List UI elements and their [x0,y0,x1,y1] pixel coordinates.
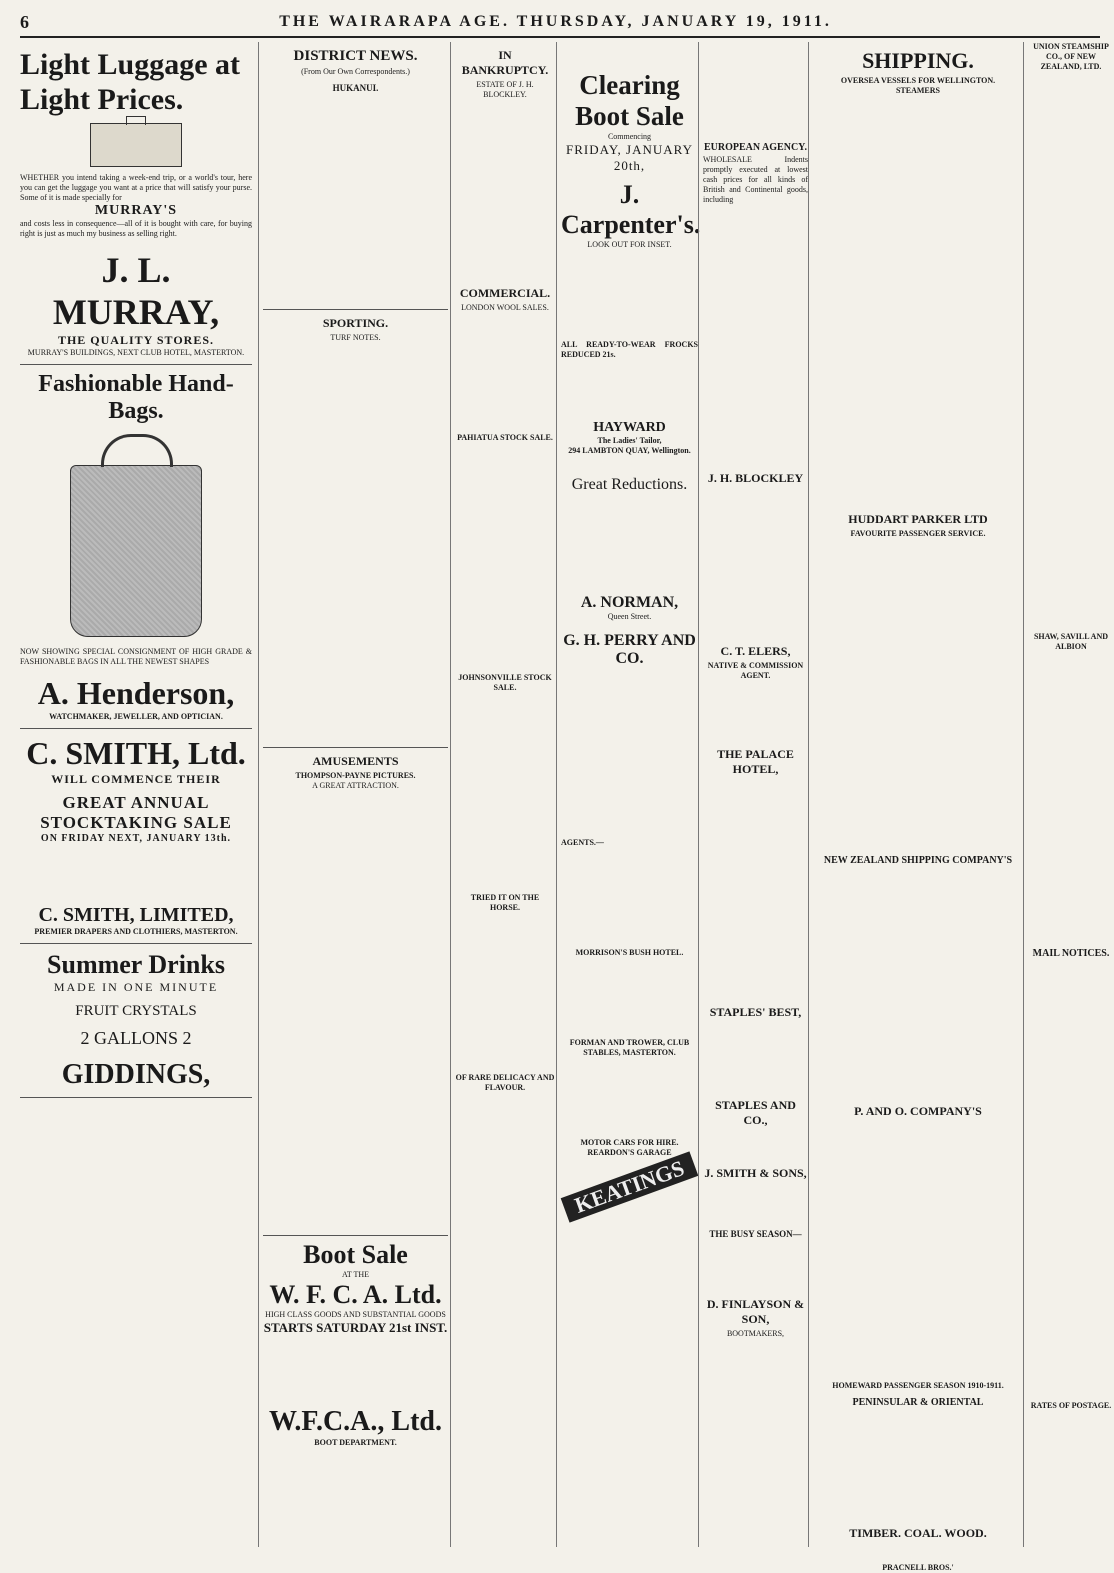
column-1 [20,42,252,1547]
smith-date: ON FRIDAY NEXT, JANUARY 13th. [40,833,232,844]
masthead [20,8,1100,38]
henderson-subtitle: WATCHMAKER, JEWELLER, AND OPTICIAN. [49,712,223,721]
european-agency: EUROPEAN AGENCY. [704,142,807,153]
attraction-heading: A GREAT ATTRACTION. [312,781,399,790]
timber-heading: TIMBER. COAL. WOOD. [849,1526,987,1540]
column-4 [556,42,701,1547]
column-2 [258,42,448,1547]
column-3 [450,42,555,1547]
carpenter-name: J. Carpenter's. [561,180,701,239]
thompson-heading: THOMPSON-PAYNE PICTURES. [295,771,416,780]
hukanui-heading: HUKANUI. [332,83,379,93]
steamers-heading: STEAMERS [895,86,940,95]
look-out-inset: LOOK OUT FOR INSET. [587,240,672,249]
handbags-text: NOW SHOWING SPECIAL CONSIGNMENT OF HIGH GRADE & FASHIONABLE BAGS IN ALL THE NEWEST SHAPES [20,647,252,666]
summer-subtitle: MADE IN ONE MINUTE [53,980,219,994]
district-news-sub: (From Our Own Correspondents.) [301,67,410,76]
po-heading: P. AND O. COMPANY'S [854,1104,982,1118]
staples-co: STAPLES AND CO., [715,1098,796,1127]
estate-heading: ESTATE OF J. H. BLOCKLEY. [476,80,534,99]
morrison-heading: MORRISON'S BUSH HOTEL. [575,948,684,957]
smith-limited: C. SMITH, LIMITED, [38,904,234,926]
ready-to-wear: ALL READY-TO-WEAR FROCKS REDUCED 21s. [561,340,698,359]
palace-hotel: THE PALACE HOTEL, [717,747,794,776]
high-class-goods: HIGH CLASS GOODS AND SUBSTANTIAL GOODS [265,1310,446,1319]
huddart-heading: HUDDART PARKER LTD [848,512,988,526]
keatings-tin: KEATINGS [561,1151,699,1222]
handbags-headline: Fashionable Hand-Bags. [38,371,234,424]
page-number: 6 [20,11,29,32]
murray-name: J. L. MURRAY, [52,250,220,332]
pahiatua-heading: PAHIATUA STOCK SALE. [457,433,553,442]
wholesale-text: WHOLESALE Indents promptly executed at lowest cash prices for all kinds of British and Continental goods, including [703,155,808,204]
giddings: GIDDINGS, [61,1059,211,1090]
union-heading: UNION STEAMSHIP CO., OF NEW ZEALAND, LTD. [1033,42,1109,71]
smith-limited-subtitle: PREMIER DRAPERS AND CLOTHIERS, MASTERTON. [34,927,238,936]
horse-heading: TRIED IT ON THE HORSE. [470,893,540,912]
turf-notes-heading: TURF NOTES. [330,333,381,342]
rates-of-postage: RATES OF POSTAGE. [1030,1401,1112,1410]
finlayson: D. FINLAYSON & SON, [706,1297,805,1326]
perry-name: G. H. PERRY AND CO. [563,632,696,667]
elers-name: C. T. ELERS, [720,644,791,658]
reardon-garage: REARDON'S GARAGE [587,1148,672,1157]
staples-best: STAPLES' BEST, [709,1005,802,1019]
suitcase-illustration [90,123,182,167]
starts-saturday: STARTS SATURDAY 21st INST. [263,1320,448,1335]
hayward-address: 294 LAMBTON QUAY, Wellington. [568,446,691,455]
favourite-heading: FAVOURITE PASSENGER SERVICE. [850,529,986,538]
smith-name: C. SMITH, Ltd. [26,735,246,771]
smith-sons: J. SMITH & SONS, [704,1166,807,1180]
blockley-name: J. H. BLOCKLEY [707,471,804,485]
motor-cars: MOTOR CARS FOR HIRE. [580,1138,679,1147]
at-the: AT THE [341,1270,370,1279]
smith-subtitle: WILL COMMENCE THEIR [51,772,221,786]
nz-shipping-heading: NEW ZEALAND SHIPPING COMPANY'S [823,855,1013,866]
wfca-name: W. F. C. A. Ltd. [269,1280,442,1309]
bankruptcy-heading: IN BANKRUPTCY. [461,48,549,77]
homeward-heading: HOMEWARD PASSENGER SEASON 1910-1911. [832,1381,1004,1390]
bootmakers: BOOTMAKERS, [726,1329,785,1338]
elers-subtitle: NATIVE & COMMISSION AGENT. [707,661,804,680]
henderson-name: A. Henderson, [37,675,235,711]
handbags-ad [20,365,252,729]
column-7 [1023,42,1114,1547]
mail-notices: MAIL NOTICES. [1032,948,1110,959]
shipping-heading: SHIPPING. [862,48,974,73]
murray-subtitle: THE QUALITY STORES. [57,333,215,347]
great-reductions: Great Reductions. [571,476,688,493]
norman-name: A. NORMAN, [580,594,679,611]
murray-address: MURRAY'S BUILDINGS, NEXT CLUB HOTEL, MASTERTON. [27,348,245,357]
luggage-text-2: and costs less in consequence—all of it is bought with care, for buying right is just as much my business as selling right. [20,219,252,238]
clearing-headline: Clearing Boot Sale [575,70,684,131]
agents-heading: AGENTS.— [561,838,604,847]
luggage-ad [20,42,252,365]
friday-date: FRIDAY, JANUARY 20th, [566,142,693,173]
luggage-text: WHETHER you intend taking a week-end trip, or a world's tour, here you can get the luggage you want at a price that will satisfy your purse. Some of it is made specially for [20,173,252,202]
norman-subtitle: Queen Street. [607,612,652,621]
smith-sale: GREAT ANNUAL STOCKTAKING SALE [40,793,232,832]
gallons: 2 GALLONS 2 [80,1028,192,1048]
boot-sale-heading: Boot Sale [303,1240,408,1269]
smith-ad [20,729,252,944]
shaw-heading: SHAW, SAVILL AND ALBION [1033,632,1109,651]
forman-heading: FORMAN AND TROWER, CLUB STABLES, MASTERTON. [569,1038,690,1057]
column-6 [808,42,1023,1572]
johnsonville-heading: JOHNSONVILLE STOCK SALE. [458,673,552,692]
murrays-label: MURRAY'S [94,203,178,218]
commencing: Commencing [607,132,652,141]
commercial-heading: COMMERCIAL. [459,286,551,300]
boot-department: BOOT DEPARTMENT. [314,1438,397,1447]
column-5 [698,42,808,1547]
handbag-illustration [70,465,202,637]
summer-headline: Summer Drinks [47,950,225,979]
hayward-subtitle: The Ladies' Tailor, [597,436,662,445]
wool-heading: LONDON WOOL SALES. [461,303,549,312]
sporting-heading: SPORTING. [322,316,389,330]
summer-drinks-ad [20,944,252,1098]
wfca-name-2: W.F.C.A., Ltd. [269,1406,442,1437]
luggage-headline: Light Luggage at Light Prices. [20,48,241,116]
delicacy-heading: OF RARE DELICACY AND FLAVOUR. [455,1073,555,1092]
hayward-name: HAYWARD [593,420,666,435]
peninsular-heading: PENINSULAR & ORIENTAL [852,1397,984,1408]
amusements-heading: AMUSEMENTS [312,754,399,768]
oversea-heading: OVERSEA VESSELS FOR WELLINGTON. [840,76,996,85]
masthead-title: THE WAIRARAPA AGE. THURSDAY, JANUARY 19, 1911. [279,13,832,30]
busy-season: THE BUSY SEASON— [709,1229,802,1239]
district-news-heading: DISTRICT NEWS. [293,48,418,64]
fruit-crystals: FRUIT CRYSTALS [75,1003,197,1019]
pracnell-heading: PRACNELL BROS.' [882,1563,954,1572]
